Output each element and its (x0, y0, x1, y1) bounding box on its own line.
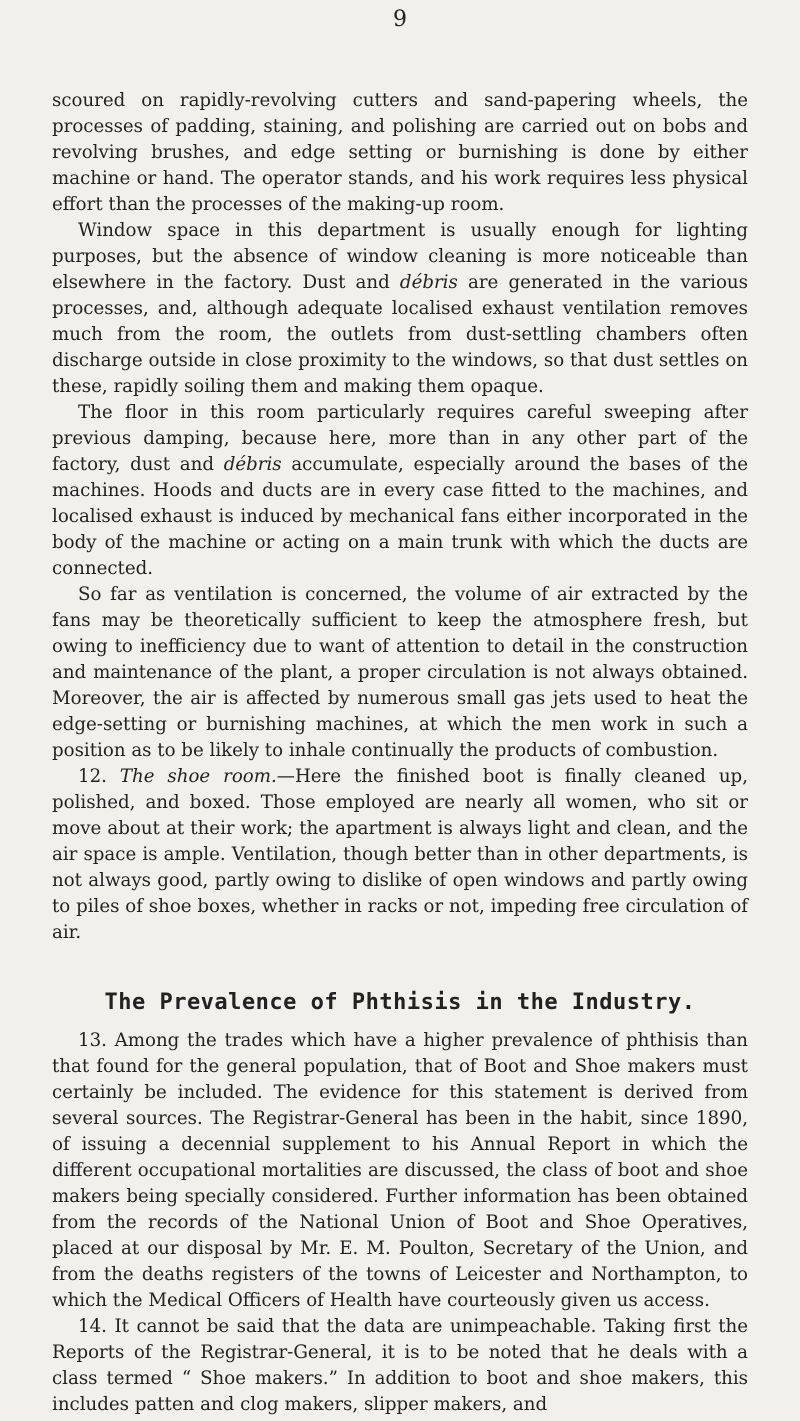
body-text-after (52, 1028, 748, 1418)
paragraph-text: are generated in the various processes, and, although adequate localised exhaust ventilation removes much from the room, the outlets from dust-settling chambers often discharge outside in close proximity to the windows, so that dust settles on these, rapidly soiling them and making them opaque. (52, 272, 748, 397)
paragraph-13 (52, 1028, 748, 1314)
paragraph-number: 12. (78, 766, 120, 787)
italic-term: débris (223, 454, 282, 475)
paragraph-text: accumulate, especially around the bases of the machines. Hoods and ducts are in every case fitted to the machines, and localised exhaust is induced by mechanical fans either incorporated in the body of the machine or acting on a main trunk with which the ducts are connected. (52, 454, 748, 579)
paragraph-text: 13. Among the trades which have a higher prevalence of phthisis than that found for the general population, that of Boot and Shoe makers must certainly be included. The evidence for this statement is derived from several sources. The Registrar-General has been in the habit, since 1890, of issuing a decennial supplement to his Annual Report in which the different occupational mortalities are discussed, the class of boot and shoe makers being specially considered. Further information has been obtained from the records of the National Union of Boot and Shoe Operatives, placed at our disposal by Mr. E. M. Poulton, Secretary of the Union, and from the deaths registers of the towns of Leicester and Northampton, to which the Medical Officers of Health have courteously given us access. (52, 1030, 748, 1311)
paragraph-text: —Here the finished boot is finally cleaned up, polished, and boxed. Those employed are nearly all women, who sit or move about at their work; the apartment is always light and clean, and the air space is ample. Ventilation, though better than in other departments, is not always good, partly owing to dislike of open windows and partly owing to piles of shoe boxes, whether in racks or not, impeding free circulation of air. (52, 766, 748, 943)
paragraph-14 (52, 1314, 748, 1418)
paragraph-window-space (52, 218, 748, 400)
paragraph-shoe-room (52, 764, 748, 946)
paragraph-text: The floor in this room particularly requires careful sweeping after previous damping, because here, more than in any other part of the factory, dust and (52, 402, 748, 475)
page-number: 9 (393, 7, 407, 32)
paragraph-text: So far as ventilation is concerned, the volume of air extracted by the fans may be theoretically sufficient to keep the atmosphere fresh, but owing to inefficiency due to want of attention to detail in the construction and maintenance of the plant, a proper circulation is not always obtained. Moreover, the air is affected by numerous small gas jets used to heat the edge-setting or burnishing machines, at which the men work in such a position as to be likely to inhale continually the products of combustion. (52, 584, 748, 761)
paragraph-floor (52, 400, 748, 582)
paragraph-text: Window space in this department is usually enough for lighting purposes, but the absence of window cleaning is more noticeable than elsewhere in the factory. Dust and (52, 220, 748, 293)
paragraph-ventilation (52, 582, 748, 764)
italic-term: débris (399, 272, 458, 293)
section-heading: The Prevalence of Phthisis in the Industry. (104, 990, 696, 1015)
paragraph-continuation (52, 88, 748, 218)
italic-subheading: The shoe room. (119, 766, 277, 787)
paragraph-text: 14. It cannot be said that the data are unimpeachable. Taking first the Reports of the Registrar-General, it is to be noted that he deals with a class termed “ Shoe makers.” In addition to boot and shoe makers, this includes patten and clog makers, slipper makers, and (52, 1316, 748, 1415)
paragraph-text: scoured on rapidly-revolving cutters and sand-papering wheels, the processes of padding, staining, and polishing are carried out on bobs and revolving brushes, and edge setting or burnishing is done by either machine or hand. The operator stands, and his work requires less physical effort than the processes of the making-up room. (52, 90, 748, 215)
body-text-before (52, 88, 748, 946)
